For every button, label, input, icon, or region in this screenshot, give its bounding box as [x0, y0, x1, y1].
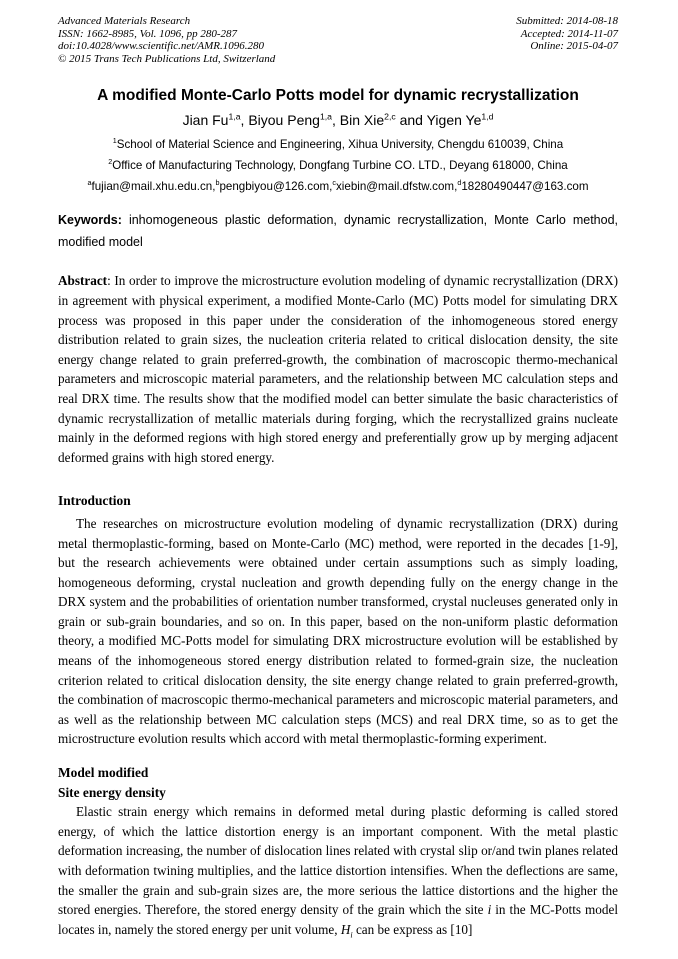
paper-title: A modified Monte-Carlo Potts model for dynamic recrystallization	[97, 87, 579, 105]
introduction-heading: Introduction	[58, 493, 131, 509]
keywords-paragraph: Keywords: inhomogeneous plastic deformation, dynamic recrystallization, Monte Carlo method, modified model	[58, 213, 618, 249]
issn-line: ISSN: 1662-8985, Vol. 1096, pp 280-287	[58, 27, 238, 40]
affiliation-1: $^1$School of Material Science and Engineering, Xihua University, Chengdu 610039, China	[112, 136, 564, 152]
online-date: Online: 2015-04-07	[530, 40, 618, 53]
abstract-paragraph: Abstract: In order to improve the microstructure evolution modeling of dynamic recrystallization (DRX) in agreement with physical experiment, a modified Monte-Carlo (MC) Potts model for simulating DRX process was proposed in this paper under the consideration of the inhomogeneous stored energy distribution related to grain sizes, the nucleation criteria related to critical dislocation density, the site energy change related to grain preferred-growth, the combination of macroscopic thermo-mechanical parameters and microscopic material parameters, and the relationship between MC calculation steps and real DRX time. The results show that the modified model can better simulate the basic characteristics of dynamic recrystallization of metallic materials during forging, which the recrystallized grains nucleate mainly in the deformed regions with high stored energy and preferentially grow up by merging adjacent deformed grains with high stored energy.	[58, 273, 618, 465]
page-header	[58, 15, 618, 65]
submission-dates	[516, 15, 618, 65]
emails-line: $^a$fujian@mail.xhu.edu.cn,$^b$pengbiyou@126.com,$^c$xiebin@mail.dfstw.com,$^d$18280490447@163.com	[87, 178, 589, 194]
doi-line: doi:10.4028/www.scientific.net/AMR.1096.280	[58, 40, 265, 53]
affiliations	[58, 134, 618, 176]
copyright-line: © 2015 Trans Tech Publications Ltd, Switzerland	[58, 52, 276, 65]
journal-info	[58, 15, 275, 65]
site-energy-paragraph: Elastic strain energy which remains in deformed metal during plastic deforming is called stored energy, of which the lattice distortion energy is an important component. With the metal plastic deformation increasing, the number of dislocation lines related with crystal slip or/and twin planes related with deformation twining multiplies, and the lattice distortion intensifies. When the deflections are same, the smaller the grain and sub-grain sizes are, the more serious the lattice distortions and the higher the stored energies. Therefore, the stored energy density of the grain which the site i in the MC-Potts model locates in, namely the stored energy per unit volume, $H_i$ can be express as [10]	[58, 804, 618, 940]
journal-title: Advanced Materials Research	[58, 15, 191, 27]
site-energy-heading: Site energy density	[58, 784, 166, 800]
submitted-date: Submitted: 2014-08-18	[516, 15, 618, 27]
affiliation-2: $^2$Office of Manufacturing Technology, Dongfang Turbine CO. LTD., Deyang 618000, China	[108, 157, 568, 173]
introduction-paragraph: The researches on microstructure evolution modeling of dynamic recrystallization (DRX) during metal thermoplastic-forming, based on Monte-Carlo (MC) method, were reported in the decades [1-9], but the research achievements were obtained under certain assumptions such as simply loading, homogeneous deforming, crystal nucleation and growth depending fully on the energy change in the DRX system and the probabilities of orientation number transformed, crystal nucleuses generated only in grain or sub-grain boundaries, and so on. In this paper, based on the non-uniform plastic deformation theory, a modified MC-Potts model for simulating DRX microstructure evolution will be established by means of the inhomogeneous stored energy distribution related to formed-grain size, the nucleation criterion related to critical dislocation density, the site energy change related to grain preferred-growth, the combination of macroscopic thermo-mechanical parameters and microscopic material parameters, and as well as the relationship between MC calculation steps (MCS) and real DRX time, so as to get the microstructure evolution results which accord with metal thermoplastic-forming experiment.	[58, 515, 618, 747]
model-modified-heading: Model modified	[58, 765, 149, 781]
authors-line: Jian Fu$^{1,a}$, Biyou Peng$^{1,a}$, Bin Xie$^{2,c}$ and Yigen Ye$^{1,d}$	[182, 111, 494, 129]
accepted-date: Accepted: 2014-11-07	[520, 27, 618, 40]
